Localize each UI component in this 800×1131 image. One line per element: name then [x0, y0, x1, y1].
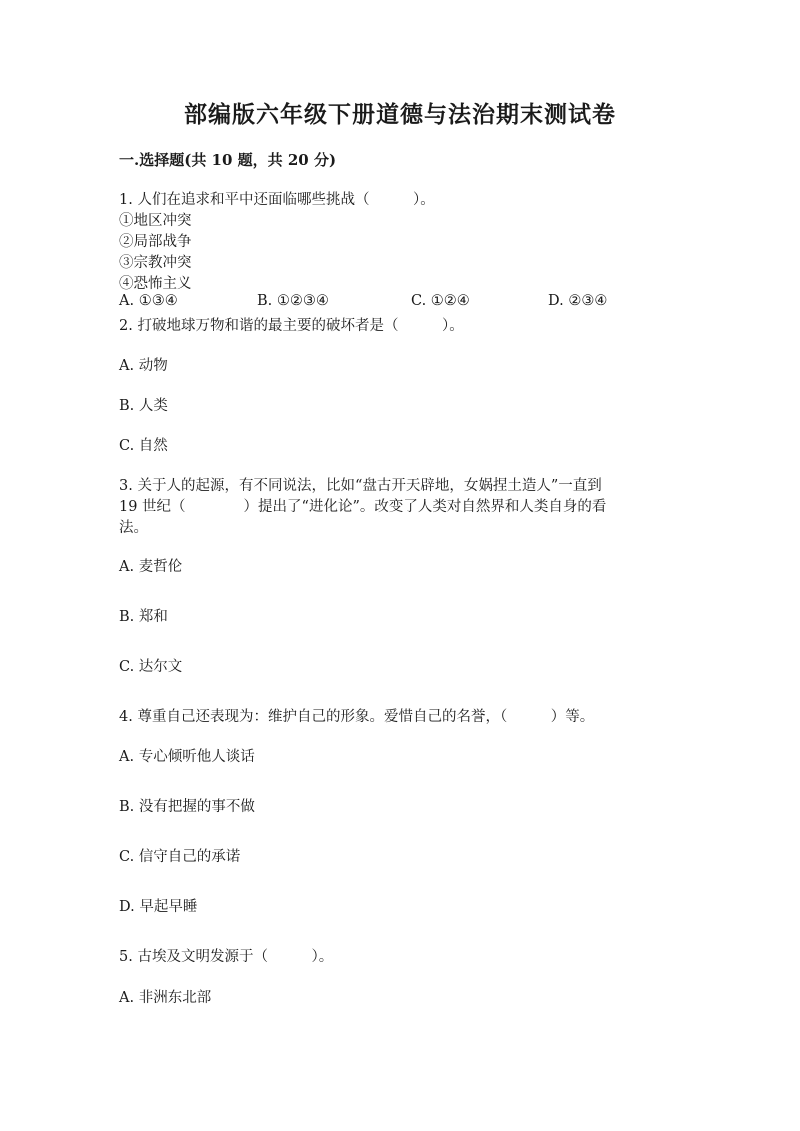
question-1-item: ③宗教冲突 — [119, 255, 192, 271]
question-2-option-a: A. 动物 — [119, 358, 168, 374]
question-4-option-a: A. 专心倾听他人谈话 — [119, 749, 255, 765]
question-1-option-c: C. ①②④ — [411, 293, 470, 309]
section-heading: 一.选择题(共 10 题，共 20 分) — [119, 151, 337, 169]
question-1-option-d: D. ②③④ — [548, 293, 608, 309]
question-1-item: ②局部战争 — [119, 234, 192, 250]
question-1-option-a: A. ①③④ — [119, 293, 178, 309]
question-1-option-b: B. ①②③④ — [257, 293, 329, 309]
question-1-stem: 1. 人们在追求和平中还面临哪些挑战（ ）。 — [119, 192, 435, 208]
question-2-option-b: B. 人类 — [119, 398, 168, 414]
page-title: 部编版六年级下册道德与法治期末测试卷 — [184, 101, 616, 128]
question-4-option-d: D. 早起早睡 — [119, 899, 198, 915]
question-4-option-b: B. 没有把握的事不做 — [119, 799, 255, 815]
question-4-stem: 4. 尊重自己还表现为：维护自己的形象。爱惜自己的名誉，（ ）等。 — [119, 709, 595, 725]
question-1-item: ④恐怖主义 — [119, 276, 192, 292]
question-5-option-a: A. 非洲东北部 — [119, 990, 212, 1006]
question-3-option-c: C. 达尔文 — [119, 659, 183, 675]
question-1-item: ①地区冲突 — [119, 213, 192, 229]
question-3-stem: 法。 — [119, 520, 148, 536]
question-3-option-a: A. 麦哲伦 — [119, 559, 183, 575]
question-3-stem: 19 世纪（ ）提出了“进化论”。改变了人类对自然界和人类自身的看 — [119, 499, 607, 515]
question-3-option-b: B. 郑和 — [119, 609, 168, 625]
question-4-option-c: C. 信守自己的承诺 — [119, 849, 241, 865]
question-5-stem: 5. 古埃及文明发源于（ ）。 — [119, 949, 334, 965]
question-2-stem: 2. 打破地球万物和谐的最主要的破坏者是（ ）。 — [119, 318, 464, 334]
question-2-option-c: C. 自然 — [119, 438, 168, 454]
question-3-stem: 3. 关于人的起源，有不同说法，比如“盘古开天辟地，女娲捏土造人”一直到 — [119, 478, 602, 494]
